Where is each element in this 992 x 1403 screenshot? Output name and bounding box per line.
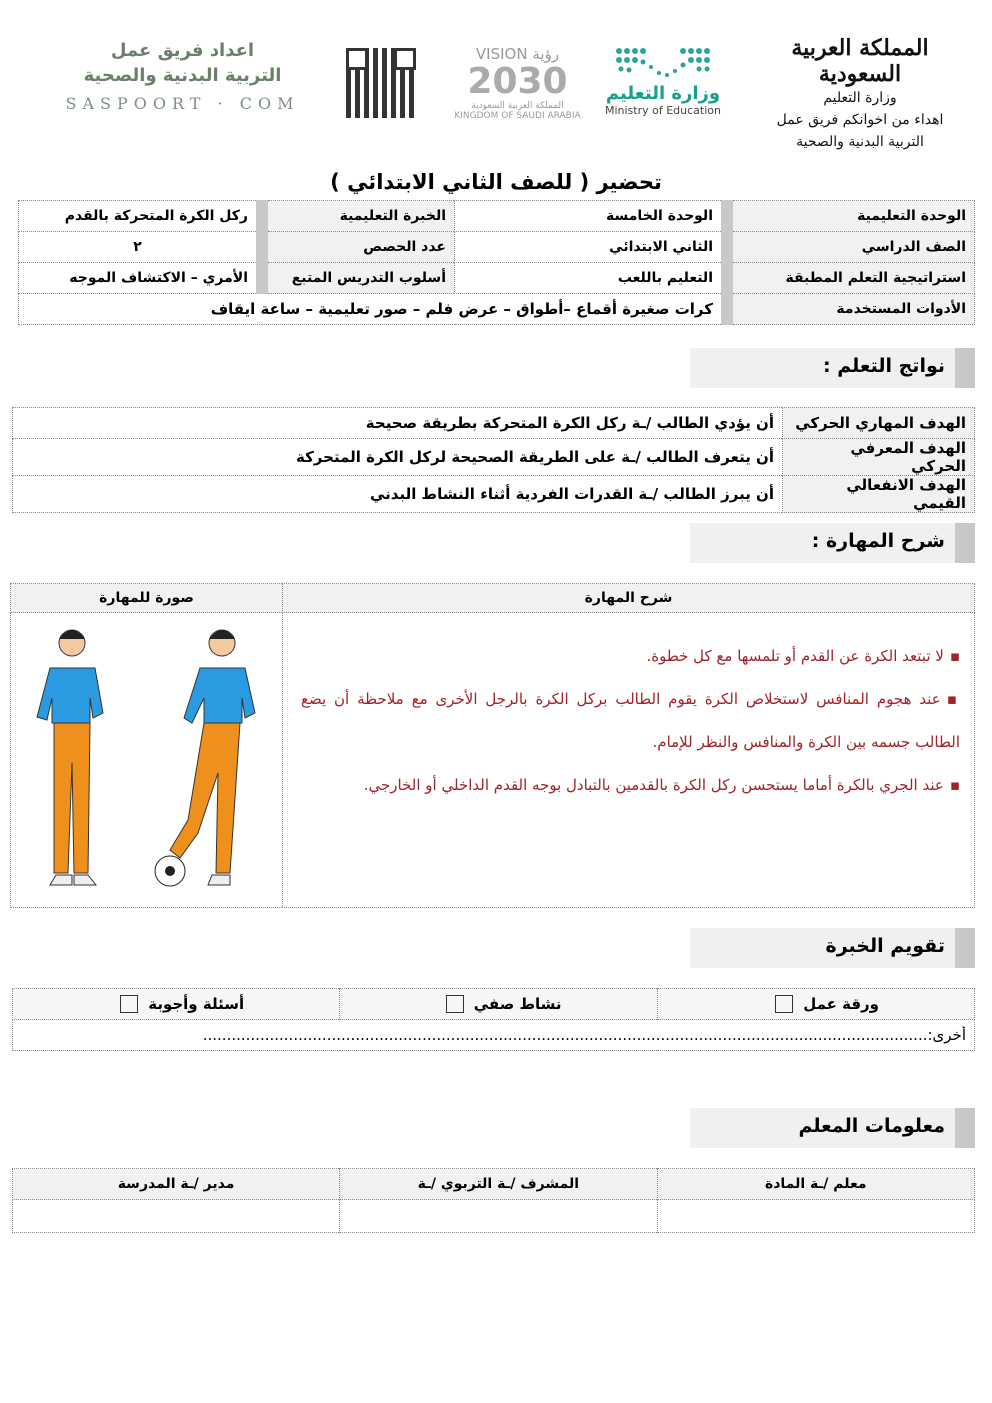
- info-label: الصف الدراسي: [727, 232, 975, 263]
- supervisor-signature-field[interactable]: [340, 1200, 657, 1233]
- outcome-value: أن يبرز الطالب /ـة القدرات الفردية أثناء النشاط البدني: [13, 476, 783, 513]
- skill-point: [301, 635, 960, 678]
- outcomes-table: [12, 407, 975, 513]
- column-header: المشرف /ـة التربوي /ـة: [340, 1169, 657, 1200]
- table-row: [19, 232, 975, 263]
- info-value: كرات صغيرة أقماع –أطواق – عرض فلم – صور تعليمية – ساعة ايقاف: [19, 294, 728, 325]
- checkbox[interactable]: [446, 995, 464, 1013]
- vision-text: المملكة العربية السعودية: [471, 101, 564, 111]
- info-table: [18, 200, 975, 325]
- info-label: الأدوات المستخدمة: [727, 294, 975, 325]
- other-field[interactable]: أخرى:........................................................................................................................................................: [202, 1026, 966, 1044]
- ministry-ar: وزارة التعليم: [605, 83, 721, 104]
- section-heading-teacher: [690, 1108, 975, 1148]
- table-row: [11, 584, 975, 613]
- evaluation-table: [12, 988, 975, 1051]
- info-value: الأمري – الاكتشاف الموجه: [19, 263, 263, 294]
- info-label: الخبرة التعليمية: [262, 201, 455, 232]
- column-header: مدير /ـة المدرسة: [13, 1169, 340, 1200]
- info-label: الوحدة التعليمية: [727, 201, 975, 232]
- info-value: الوحدة الخامسة: [455, 201, 728, 232]
- teacher-table: [12, 1168, 975, 1233]
- boy-kicking-figure: [155, 630, 255, 886]
- skill-explanation: [283, 613, 975, 908]
- checkbox[interactable]: [775, 995, 793, 1013]
- option-questions[interactable]: [13, 989, 340, 1020]
- table-row: [11, 613, 975, 908]
- option-class-activity[interactable]: [340, 989, 657, 1020]
- section-heading-evaluation: [690, 928, 975, 968]
- vision-2030-logo: [450, 45, 585, 121]
- option-worksheet[interactable]: [657, 989, 974, 1020]
- skill-point-text: عند الجري بالكرة أماما يستحسن ركل الكرة بالقدمين بالتبادل بوجه القدم الداخلي أو الخارجي.: [363, 776, 944, 794]
- outcome-label: الهدف الانفعالي القيمي: [783, 476, 975, 513]
- skill-point-text: لا تبتعد الكرة عن القدم أو تلمسها مع كل خطوة.: [646, 647, 944, 665]
- column-header: صورة للمهارة: [11, 584, 283, 613]
- info-label: عدد الحصص: [262, 232, 455, 263]
- section-heading-skill: [690, 523, 975, 563]
- table-row: [13, 1200, 975, 1233]
- table-row: [13, 989, 975, 1020]
- info-value: التعليم باللعب: [455, 263, 728, 294]
- kingdom-header: [755, 35, 965, 153]
- kingdom-line: اهداء من اخوانكم فريق عمل: [776, 112, 944, 128]
- bullet-icon: ▪: [946, 690, 960, 708]
- skill-point: [301, 764, 960, 807]
- table-row: [19, 294, 975, 325]
- ministry-logo: [588, 45, 738, 117]
- outcome-value: أن يؤدي الطالب /ـة ركل الكرة المتحركة بطريقة صحيحة: [13, 408, 783, 439]
- saspoort-logo: [60, 40, 305, 113]
- section-title: معلومات المعلم: [798, 1115, 945, 1137]
- kingdom-title: المملكة العربية السعودية: [791, 35, 929, 87]
- info-value: الثاني الابتدائي: [455, 232, 728, 263]
- boy-standing-figure: [37, 630, 103, 885]
- section-title: نواتج التعلم :: [823, 355, 945, 377]
- table-row: [13, 408, 975, 439]
- bullet-icon: ▪: [949, 776, 960, 794]
- info-value: ٢: [19, 232, 263, 263]
- skill-point-text: عند هجوم المنافس لاستخلاص الكرة يقوم الطالب بركل الكرة بالرجل الأخرى مع ملاحظة أن يضع الطالب جسمه بين الكرة والمنافس والنظر للإمام.: [301, 690, 960, 751]
- vision-text: VISION رؤية: [475, 45, 560, 63]
- vision-year: 2030: [467, 61, 568, 102]
- table-row: [13, 476, 975, 513]
- ministry-en: Ministry of Education: [604, 104, 721, 117]
- logo-line: التربية البدنية والصحية: [83, 65, 282, 86]
- other-field-cell: [13, 1020, 975, 1051]
- page-title: تحضير ( للصف الثاني الابتدائي ): [330, 170, 662, 194]
- kingdom-line: وزارة التعليم: [823, 90, 897, 106]
- info-label: أسلوب التدريس المتبع: [262, 263, 455, 294]
- section-title: شرح المهارة :: [811, 530, 945, 552]
- teacher-signature-field[interactable]: [657, 1200, 974, 1233]
- skill-table: [10, 583, 975, 908]
- vision-text: KINGDOM OF SAUDI ARABIA: [454, 111, 581, 121]
- info-label: استراتيجية التعلم المطبقة: [727, 263, 975, 294]
- section-heading-outcomes: [690, 348, 975, 388]
- column-header: شرح المهارة: [283, 584, 975, 613]
- table-row: [13, 1020, 975, 1051]
- checkbox[interactable]: [120, 995, 138, 1013]
- outcome-label: الهدف المعرفي الحركي: [783, 439, 975, 476]
- option-label: نشاط صفي: [473, 994, 562, 1013]
- logo-line: اعداد فريق عمل: [110, 40, 255, 61]
- bullet-icon: ▪: [949, 647, 960, 665]
- outcome-value: أن يتعرف الطالب /ـة على الطريقة الصحيحة لركل الكرة المتحركة: [13, 439, 783, 476]
- principal-signature-field[interactable]: [13, 1200, 340, 1233]
- table-row: [13, 1169, 975, 1200]
- table-row: [19, 201, 975, 232]
- skill-point: [301, 678, 960, 764]
- section-title: تقويم الخبرة: [825, 935, 945, 957]
- table-row: [19, 263, 975, 294]
- info-value: ركل الكرة المتحركة بالقدم: [19, 201, 263, 232]
- boy-kicking-ball-illustration: [12, 613, 282, 903]
- ministry-dots-icon: [613, 45, 713, 81]
- skill-image-cell: [11, 613, 283, 908]
- option-label: ورقة عمل: [803, 994, 879, 1013]
- kingdom-line: التربية البدنية والصحية: [796, 134, 924, 150]
- qr-code: [346, 48, 416, 118]
- column-header: معلم /ـة المادة: [657, 1169, 974, 1200]
- outcome-label: الهدف المهاري الحركي: [783, 408, 975, 439]
- option-label: أسئلة وأجوبة: [148, 994, 245, 1013]
- logo-line: SASPOORT · COM: [65, 94, 300, 113]
- table-row: [13, 439, 975, 476]
